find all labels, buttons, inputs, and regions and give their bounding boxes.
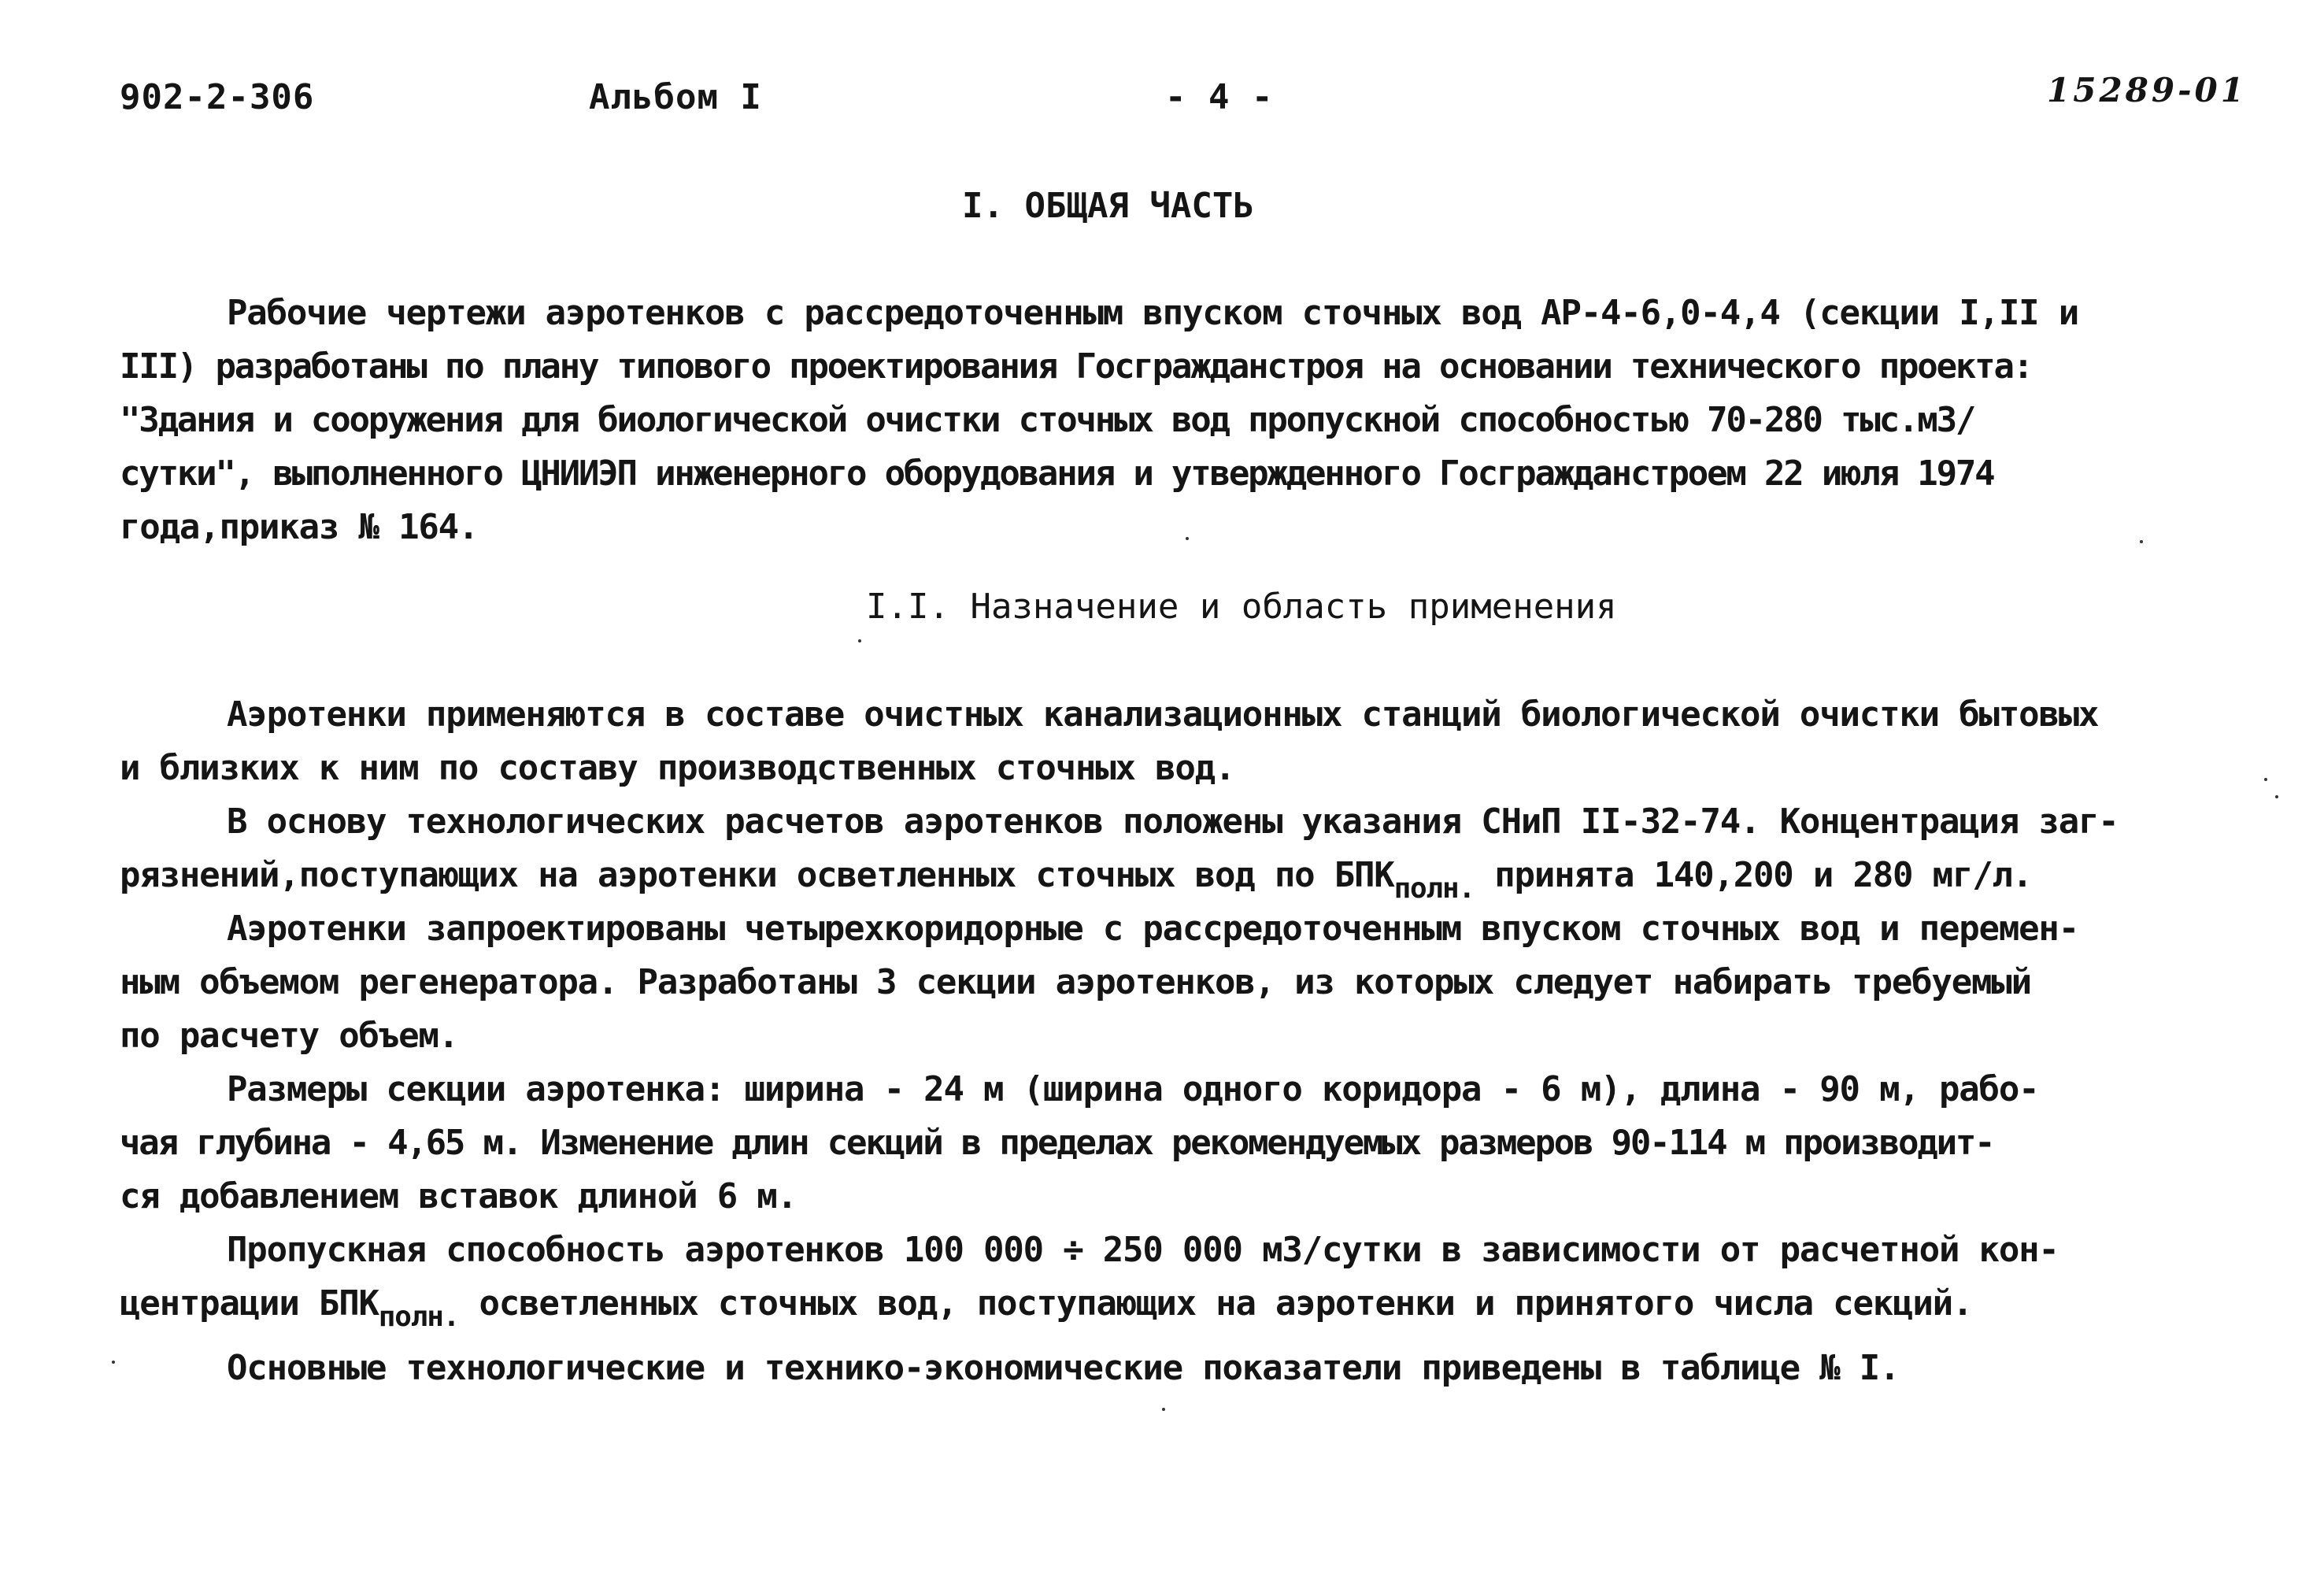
paragraph-line: ся добавлением вставок длиной 6 м.: [120, 1176, 797, 1216]
subscript: полн.: [378, 1301, 460, 1333]
paragraph-line: [120, 1283, 1973, 1333]
scan-speck: [2275, 795, 2278, 798]
paragraph-line: Аэротенки применяются в составе очистных канализационных станций биологической очистки бытовых: [227, 694, 2099, 735]
document-code: 902-2-306: [120, 77, 315, 117]
paragraph-line: сутки", выполненного ЦНИИЭП инженерного оборудования и утвержденного Госгражданстроем 22 июля 1974: [120, 454, 1994, 494]
paragraph-line: и близких к ним по составу производственных сточных вод.: [120, 748, 1235, 788]
subscript: полн.: [1393, 872, 1475, 905]
scan-speck: [1162, 1408, 1165, 1411]
paragraph-line: чая глубина - 4,65 м. Изменение длин секций в пределах рекомендуемых размеров 90-114 м производит-: [120, 1123, 1994, 1163]
scan-speck: [858, 639, 861, 642]
paragraph-line: [120, 855, 2033, 905]
paragraph-line: "Здания и сооружения для биологической очистки сточных вод пропускной способностью 70-280 тыс.м3/: [120, 400, 1975, 440]
paragraph-line: Пропускная способность аэротенков 100 000 ÷ 250 000 м3/сутки в зависимости от расчетной кон-: [227, 1230, 2059, 1270]
scan-speck: [2264, 778, 2267, 781]
paragraph-line: Основные технологические и технико-экономические показатели приведены в таблице № I.: [227, 1348, 1900, 1388]
paragraph-line: ным объемом регенератора. Разработаны 3 секции аэротенков, из которых следует набирать требуемый: [120, 962, 2031, 1002]
paragraph-line: Рабочие чертежи аэротенков с рассредоточенным впуском сточных вод АР-4-6,0-4,4 (секции I,II и: [227, 293, 2078, 333]
paragraph-line: III) разработаны по плану типового проектирования Госгражданстроя на основании технического проекта:: [120, 346, 2033, 387]
text-segment: осветленных сточных вод, поступающих на аэротенки и принятого числа секций.: [459, 1283, 1973, 1324]
text-segment: рязнений,поступающих на аэротенки осветленных сточных вод по БПК: [120, 855, 1394, 895]
archive-number: 15289-01: [2047, 71, 2247, 109]
paragraph-line: В основу технологических расчетов аэротенков положены указания СНиП II-32-74. Концентрация заг-: [227, 802, 2119, 842]
text-segment: центрации БПК: [120, 1283, 379, 1324]
subsection-title: I.I. Назначение и область применения: [866, 587, 1617, 627]
paragraph-line: Аэротенки запроектированы четырехкоридорные с рассредоточенным впуском сточных вод и перемен-: [227, 909, 2078, 949]
paragraph-line: по расчету объем.: [120, 1016, 458, 1056]
page-number: - 4 -: [1165, 77, 1274, 117]
scan-speck: [1186, 537, 1189, 540]
album-label: Альбом I: [589, 77, 762, 117]
paragraph-line: года,приказ № 164.: [120, 507, 479, 547]
scan-speck: [112, 1361, 115, 1364]
scan-speck: [2140, 540, 2143, 543]
text-segment: принята 140,200 и 280 мг/л.: [1474, 855, 2033, 895]
section-title: I. ОБЩАЯ ЧАСТЬ: [962, 186, 1254, 226]
paragraph-line: Размеры секции аэротенка: ширина - 24 м (ширина одного коридора - 6 м), длина - 90 м, рабо-: [227, 1069, 2039, 1109]
